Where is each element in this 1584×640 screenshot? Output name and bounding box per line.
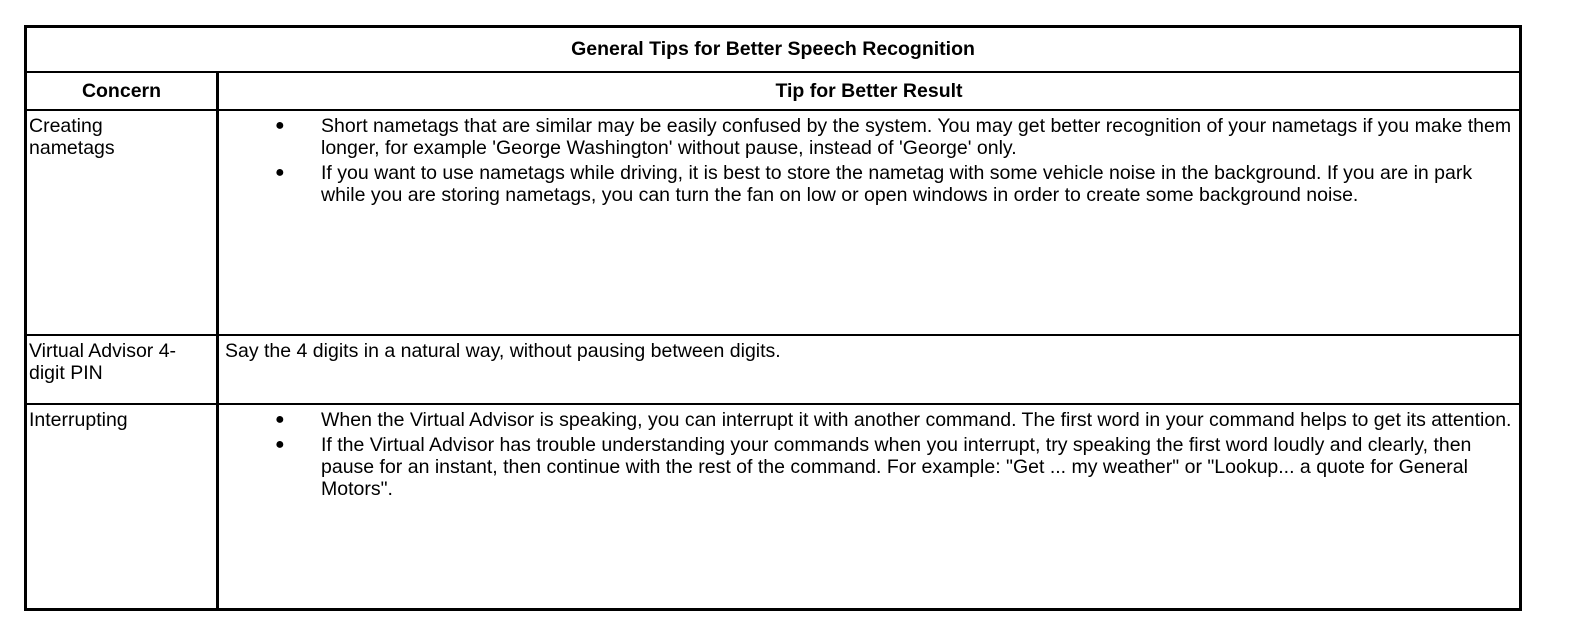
table-row — [27, 336, 1519, 405]
table-row — [27, 405, 1519, 608]
bullet-icon: ● — [275, 411, 285, 428]
header-concern: Concern — [27, 73, 219, 109]
concern-cell: Virtual Advisor 4-digit PIN — [27, 336, 219, 403]
concern-cell: Creating nametags — [27, 111, 219, 334]
bullet-icon: ● — [275, 117, 285, 134]
table-row — [27, 111, 1519, 336]
bullet-icon: ● — [275, 436, 285, 453]
bullet-icon: ● — [275, 164, 285, 181]
tip-cell: Say the 4 digits in a natural way, without pausing between digits. — [225, 340, 781, 362]
tip-text: Short nametags that are similar may be easily confused by the system. You may get better recognition of your nametags if you make them longer, for example 'George Washington' without pause, instead of 'George' only. — [321, 115, 1512, 159]
tip-text: If you want to use nametags while driving, it is best to store the nametag with some vehicle noise in the background. If you are in park while you are storing nametags, you can turn the fan on low or open windows in order to create some background noise. — [321, 162, 1473, 206]
list-item — [225, 162, 1513, 206]
header-tip: Tip for Better Result — [775, 80, 963, 102]
tip-cell — [219, 405, 1519, 608]
list-item — [225, 434, 1513, 500]
tip-cell — [219, 111, 1519, 334]
speech-tips-table — [24, 25, 1522, 611]
table-title-row — [27, 28, 1519, 73]
tip-list — [225, 115, 1513, 206]
tip-text: When the Virtual Advisor is speaking, you can interrupt it with another command. The first word in your command helps to get its attention. — [321, 409, 1512, 431]
tip-text: If the Virtual Advisor has trouble understanding your commands when you interrupt, try speaking the first word loudly and clearly, then pause for an instant, then continue with the rest of the command. For example: "Get ... my weather" or "Lookup... a quote for General Motors". — [321, 434, 1472, 500]
table-title: General Tips for Better Speech Recognition — [571, 38, 975, 60]
table-header-row — [27, 73, 1519, 111]
tip-list — [225, 409, 1513, 500]
list-item — [225, 115, 1513, 159]
list-item — [225, 409, 1513, 431]
concern-cell: Interrupting — [27, 405, 219, 608]
